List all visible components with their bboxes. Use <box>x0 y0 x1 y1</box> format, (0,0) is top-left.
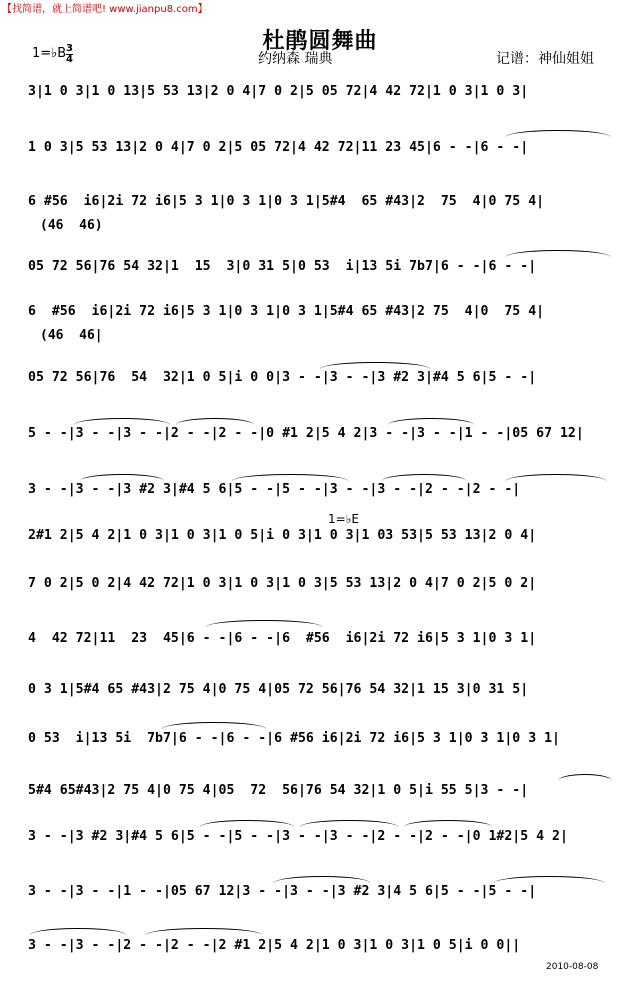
score-line-8: 3 - -|3 - -|3 #2 3|#4 5 6|5 - -|5 - -|3 - -|3 - -|2 - -|2 - -| <box>28 482 521 497</box>
tie-mark <box>404 820 492 827</box>
tie-mark <box>300 820 398 827</box>
tie-mark <box>80 474 164 481</box>
song-title: 杜鹃圆舞曲 <box>262 29 378 54</box>
tie-mark <box>388 418 474 425</box>
score-line-17: 3 - -|3 - -|2 - -|2 - -|2 #1 2|5 4 2|1 0 3|1 0 3|1 0 5|i 0 0|| <box>28 938 521 953</box>
score-line-15: 3 - -|3 #2 3|#4 5 6|5 - -|5 - -|3 - -|3 - -|2 - -|2 - -|0 1#2|5 4 2| <box>28 829 568 844</box>
score-line-12: 0 3 1|5#4 65 #43|2 75 4|0 75 4|05 72 56|76 54 32|1 15 3|0 31 5| <box>28 682 529 697</box>
tie-mark <box>146 928 262 935</box>
score-line-6: 05 72 56|76 54 32|1 0 5|i 0 0|3 - -|3 - -|3 #2 3|#4 5 6|5 - -| <box>28 370 537 385</box>
tie-mark <box>506 130 610 137</box>
time-signature <box>66 44 73 65</box>
tie-mark <box>206 620 322 627</box>
key-change-marker: 1=♭E <box>328 512 359 526</box>
transcriber-credit: 记谱：神仙姐姐 <box>496 51 594 67</box>
tie-mark <box>200 820 294 827</box>
score-subline-1: (46 46) <box>40 218 103 233</box>
score-line-3: 6 #56 i6|2i 72 i6|5 3 1|0 3 1|0 3 1|5#4 65 #43|2 75 4|0 75 4| <box>28 194 545 209</box>
tie-mark <box>558 774 612 781</box>
score-line-4: 05 72 56|76 54 32|1 15 3|0 31 5|0 53 i|13 5i 7b7|6 - -|6 - -| <box>28 259 537 274</box>
score-line-16: 3 - -|3 - -|1 - -|05 67 12|3 - -|3 - -|3 #2 3|4 5 6|5 - -|5 - -| <box>28 884 537 899</box>
score-line-14: 5#4 65#43|2 75 4|0 75 4|05 72 56|76 54 32|1 0 5|i 55 5|3 - -| <box>28 783 529 798</box>
score-line-10: 7 0 2|5 0 2|4 42 72|1 0 3|1 0 3|1 0 3|5 53 13|2 0 4|7 0 2|5 0 2| <box>28 576 537 591</box>
score-line-1: 3|1 0 3|1 0 13|5 53 13|2 0 4|7 0 2|5 05 72|4 42 72|1 0 3|1 0 3| <box>28 84 529 99</box>
tie-mark <box>494 876 604 883</box>
score-line-2: 1 0 3|5 53 13|2 0 4|7 0 2|5 05 72|4 42 72|11 23 45|6 - -|6 - -| <box>28 140 529 155</box>
tie-mark <box>162 722 266 729</box>
score-line-9: 2#1 2|5 4 2|1 0 3|1 0 3|1 0 5|i 0 3|1 0 3|1 03 53|5 53 13|2 0 4| <box>28 528 537 543</box>
tie-mark <box>506 474 606 481</box>
tie-mark <box>176 418 254 425</box>
score-subline-2: (46 46| <box>40 328 103 343</box>
tie-mark <box>320 362 430 369</box>
tie-mark <box>506 250 610 257</box>
score-line-5: 6 #56 i6|2i 72 i6|5 3 1|0 3 1|0 3 1|5#4 65 #43|2 75 4|0 75 4| <box>28 304 545 319</box>
score-line-11: 4 42 72|11 23 45|6 - -|6 - -|6 #56 i6|2i 72 i6|5 3 1|0 3 1| <box>28 631 537 646</box>
composer-credit: 约纳森 瑞典 <box>258 51 333 67</box>
site-banner[interactable]: 【找简谱，就上简谱吧! www.jianpu8.com】 <box>2 4 208 15</box>
tie-mark <box>274 876 370 883</box>
score-line-13: 0 53 i|13 5i 7b7|6 - -|6 - -|6 #56 i6|2i 72 i6|5 3 1|0 3 1|0 3 1| <box>28 731 560 746</box>
tie-mark <box>382 474 466 481</box>
meter-bottom: 4 <box>66 54 73 65</box>
date-stamp: 2010-08-08 <box>546 962 599 972</box>
tie-mark <box>74 418 170 425</box>
tie-mark <box>232 474 348 481</box>
key-signature: 1=♭B <box>32 46 67 61</box>
score-line-7: 5 - -|3 - -|3 - -|2 - -|2 - -|0 #1 2|5 4 2|3 - -|3 - -|1 - -|05 67 12| <box>28 426 584 441</box>
meter-top: 3 <box>66 43 73 54</box>
tie-mark <box>30 928 126 935</box>
